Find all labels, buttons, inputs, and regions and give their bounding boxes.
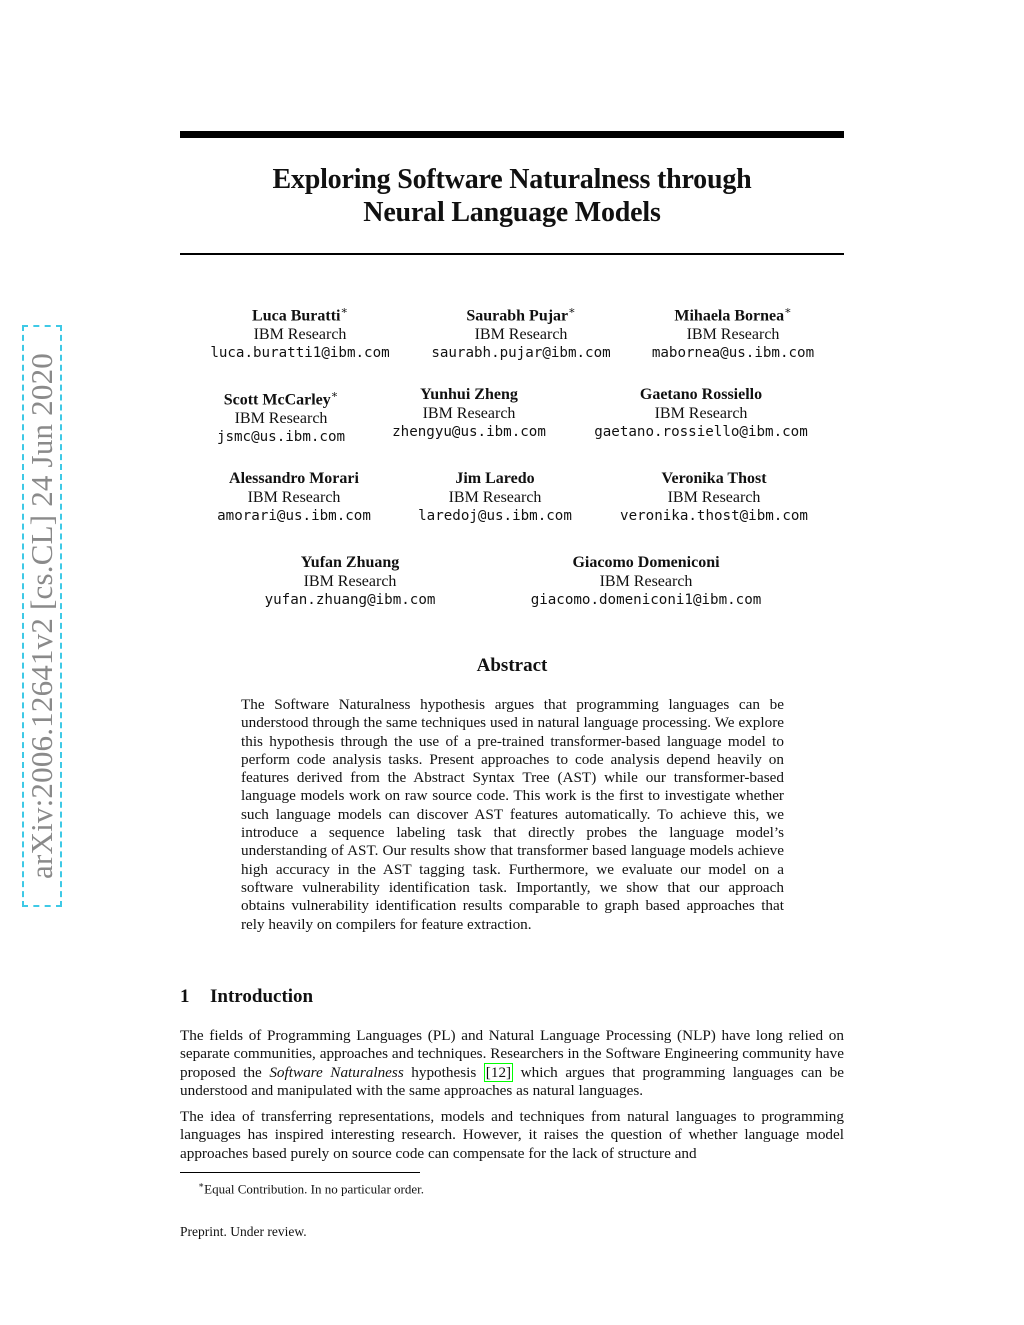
author-email[interactable]: giacomo.domeniconi1@ibm.com	[530, 592, 762, 608]
footnote	[198, 1177, 424, 1197]
arxiv-identifier[interactable]: arXiv:2006.12641v2 [cs.CL] 24 Jun 2020	[24, 353, 59, 879]
section-number: 1	[180, 986, 190, 1007]
author-name: Alessandro Morari	[229, 470, 359, 487]
author-email[interactable]: gaetano.rossiello@ibm.com	[594, 424, 808, 440]
author-affiliation: IBM Research	[247, 489, 341, 506]
author-name: Jim Laredo	[455, 470, 535, 487]
author-name: Mihaela Bornea∗	[674, 305, 792, 325]
author-name: Giacomo Domeniconi	[572, 554, 720, 571]
author-name: Scott McCarley∗	[223, 389, 339, 409]
author-block	[392, 386, 546, 442]
footnote-mark: ∗	[198, 1180, 205, 1190]
author-affiliation: IBM Research	[253, 326, 347, 344]
title-rule-top	[180, 131, 844, 138]
author-affiliation: IBM Research	[448, 489, 542, 506]
author-affiliation: IBM Research	[422, 405, 516, 422]
author-block	[431, 302, 610, 363]
author-block	[210, 302, 389, 363]
author-name: Luca Buratti∗	[252, 305, 348, 325]
author-block	[531, 554, 762, 610]
author-email[interactable]: jsmc@us.ibm.com	[216, 429, 346, 446]
abstract-text: The Software Naturalness hypothesis argues that programming languages can be understood through the same techniques used in natural language processing. We explore this hypothesis through the use of a pre-trained transformer-based language model to perform code analysis tasks. Present approaches to code analysis depend heavily on features derived from the Abstract Syntax Tree (AST) while our transformer-based language models work on raw source code. This work is the first to investigate whether such language models can discover AST features automatically. To achieve this, we introduce a sequence labeling task that directly probes the language model’s understanding of AST. Our results show that transformer based language models achieve high accuracy in the AST tagging task. Furthermore, we evaluate our model on a software vulnerability identification task. Importantly, we show that our approach obtains vulnerability identification results comparable to graph based approaches that rely heavily on compilers for feature extraction.	[241, 696, 784, 933]
author-affiliation: IBM Research	[654, 405, 748, 422]
section-title: Introduction	[210, 986, 314, 1007]
author-affiliation: IBM Research	[234, 410, 328, 428]
author-affiliation: IBM Research	[303, 573, 397, 590]
title-rule-bottom	[180, 253, 844, 255]
author-name: Yufan Zhuang	[300, 554, 400, 571]
author-block	[217, 470, 371, 526]
footnote-rule	[180, 1172, 420, 1173]
author-affiliation: IBM Research	[599, 573, 693, 590]
paper-title-line-1: Exploring Software Naturalness through	[272, 164, 752, 195]
author-affiliation: IBM Research	[474, 326, 568, 344]
author-email[interactable]: zhengyu@us.ibm.com	[392, 424, 546, 440]
term-software-naturalness: Software Naturalness	[269, 1063, 404, 1081]
author-email[interactable]: yufan.zhuang@ibm.com	[264, 592, 436, 608]
intro-paragraph-1: The fields of Programming Languages (PL) and Natural Language Processing (NLP) have long relied on separate communities, approaches and techniques. Researchers in the Software Engineering community have proposed the Software Naturalness hypothesis [12] which argues that programming languages can be understood and manipulated with the same approaches as natural languages.	[180, 1027, 844, 1100]
author-email[interactable]: saurabh.pujar@ibm.com	[431, 345, 611, 362]
author-block	[418, 470, 572, 526]
author-email[interactable]: laredoj@us.ibm.com	[418, 508, 572, 524]
author-block	[594, 386, 808, 442]
author-affiliation: IBM Research	[667, 489, 761, 506]
author-block	[652, 302, 814, 363]
author-email[interactable]: mabornea@us.ibm.com	[651, 345, 815, 362]
author-block	[620, 470, 808, 526]
footnote-text: Equal Contribution. In no particular order.	[204, 1181, 424, 1197]
author-name: Yunhui Zheng	[420, 386, 518, 403]
author-email[interactable]: veronika.thost@ibm.com	[620, 508, 808, 524]
author-name: Veronika Thost	[661, 470, 767, 487]
section-heading-introduction	[180, 986, 313, 1008]
author-block	[265, 554, 436, 610]
author-name: Gaetano Rossiello	[639, 386, 763, 403]
author-affiliation: IBM Research	[686, 326, 780, 344]
author-email[interactable]: luca.buratti1@ibm.com	[210, 345, 390, 362]
paper-title-line-2: Neural Language Models	[363, 197, 661, 228]
author-block	[217, 386, 345, 447]
author-name: Saurabh Pujar∗	[466, 305, 576, 325]
citation-link[interactable]: [12]	[485, 1063, 512, 1081]
paper-title	[180, 163, 844, 229]
abstract-heading: Abstract	[476, 655, 548, 676]
preprint-note: Preprint. Under review.	[180, 1224, 307, 1239]
author-email[interactable]: amorari@us.ibm.com	[217, 508, 371, 524]
intro-paragraph-2: The idea of transferring representations, models and techniques from natural languages to programming languages has inspired interesting research. However, it raises the question of whether language model approaches based purely on source code can compensate for the lack of structure and	[180, 1108, 844, 1162]
